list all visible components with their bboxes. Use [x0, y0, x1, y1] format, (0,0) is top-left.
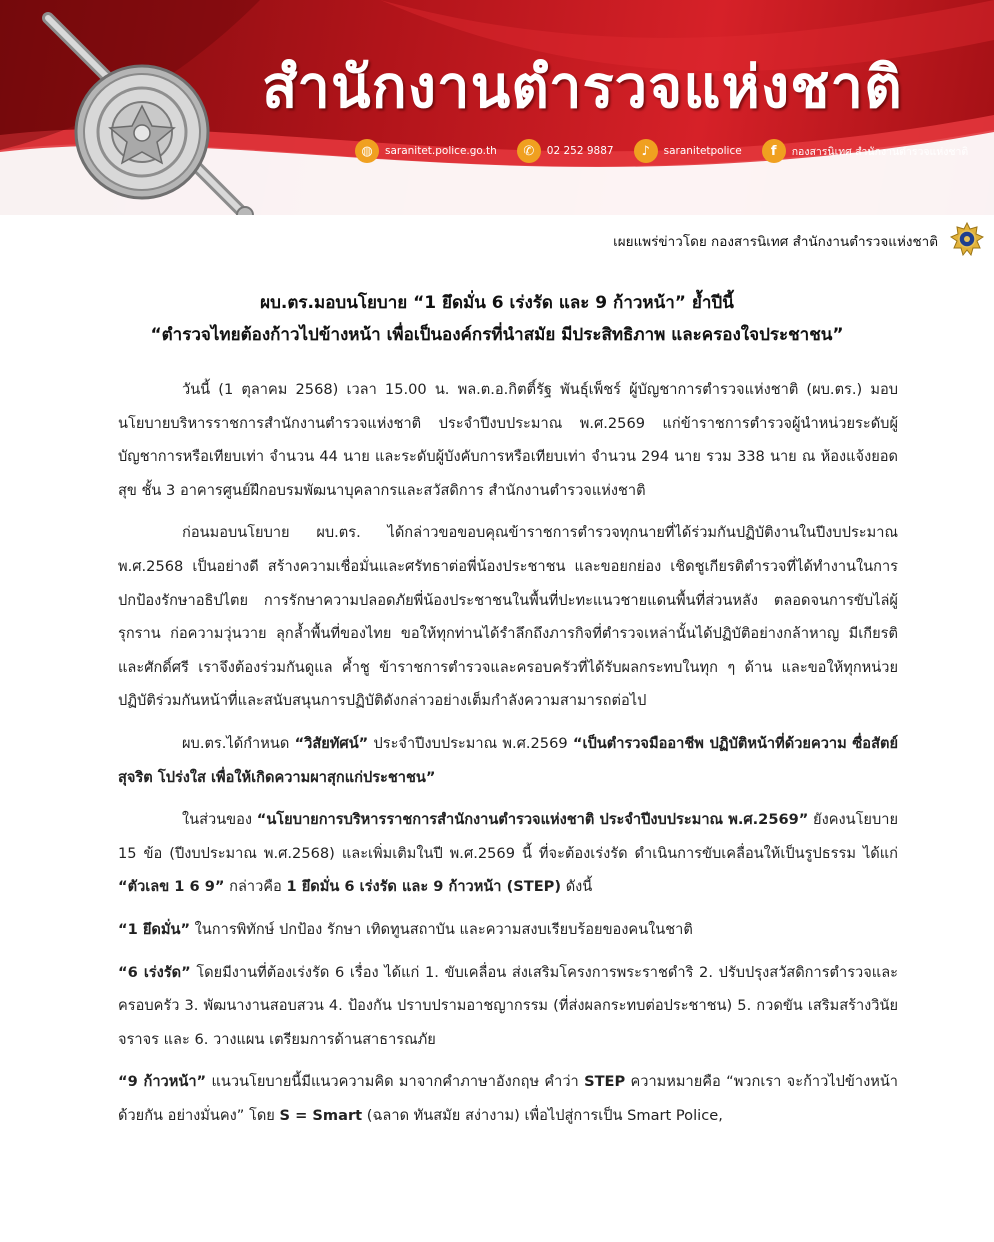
contact-phone-text: 02 252 9887 — [546, 145, 614, 157]
banner-title: สำนักงานตำรวจแห่งชาติ — [262, 53, 903, 121]
vision-statement: “เป็นตำรวจมืออาชีพ ปฏิบัติหน้าที่ด้วยความ ซื่อสัตย์ สุจริต โปร่งใส เพื่อให้เกิดความผาสุกแก่ประชาชน” — [118, 734, 899, 786]
progress-text-1: แนวนโยบายนี้มีแนวความคิด มาจากคำภาษาอังกฤษ คำว่า — [206, 1073, 585, 1091]
article-body — [118, 373, 898, 1141]
smart-definition: S = Smart — [279, 1106, 363, 1124]
policy-summary: 1 ยึดมั่น 6 เร่งรัด และ 9 ก้าวหน้า (STEP) — [286, 878, 562, 896]
policy-title: “นโยบายการบริหารราชการสำนักงานตำรวจแห่งชาติ ประจำปีงบประมาณ พ.ศ.2569” — [256, 811, 809, 829]
tiktok-icon: ♪ — [634, 139, 658, 163]
policy-meaning: กล่าวคือ — [224, 878, 287, 896]
paragraph-policy — [118, 803, 898, 904]
policy-intro: ในส่วนของ — [182, 811, 257, 829]
contact-tiktok-text: saranitetpolice — [663, 145, 742, 157]
paragraph-1-commit — [118, 913, 898, 947]
commit-label: “1 ยึดมั่น” — [118, 920, 191, 938]
paragraph-1: วันนี้ (1 ตุลาคม 2568) เวลา 15.00 น. พล.ต.อ.กิตติ์รัฐ พันธุ์เพ็ชร์ ผู้บัญชาการตำรวจแห่งชาติ (ผบ.ตร.) มอบนโยบายบริหารราชการสำนักงานตำรวจแห่งชาติ ประจำปีงบประมาณ พ.ศ.2569 แก่ข้าราชการตำรวจผู้นำหน่วยระดับผู้บัญชาการหรือเทียบเท่า จำนวน 44 นาย และระดับผู้บังคับการหรือเทียบเท่า จำนวน 294 นาย รวม 338 นาย ณ ห้องแจ้งยอดสุข ชั้น 3 อาคารศูนย์ฝึกอบรมพัฒนาบุคลากรและสวัสดิการ สำนักงานตำรวจแห่งชาติ — [118, 381, 898, 499]
vision-intro: ผบ.ตร.ได้กำหนด — [182, 734, 295, 752]
contact-row — [355, 137, 982, 165]
globe-icon: ◍ — [355, 139, 379, 163]
police-badge-icon — [950, 222, 984, 256]
headline-line-2: “ตำรวจไทยต้องก้าวไปข้างหน้า เพื่อเป็นองค์กรที่นำสมัย มีประสิทธิภาพ และครองใจประชาชน” — [150, 325, 844, 345]
paragraph-9-progress — [118, 1065, 898, 1132]
paragraph-2: ก่อนมอบนโยบาย ผบ.ตร. ได้กล่าวขอขอบคุณข้าราชการตำรวจทุกนายที่ได้ร่วมกันปฏิบัติงานในปีงบประมาณ พ.ศ.2568 เป็นอย่างดี สร้างความเชื่อมั่นและศรัทธาต่อพี่น้องประชาชน และขอยกย่อง เชิดชูเกียรติตำรวจที่ได้ทำงานในการปกป้องรักษาอธิปไตย การรักษาความปลอดภัยพี่น้องประชาชนในพื้นที่ปะทะแนวชายแดนพื้นที่ส่วนหลัง ตลอดจนการขับไล่ผู้รุกราน ก่อความวุ่นวาย ลุกล้ำพื้นที่ของไทย ขอให้ทุกท่านได้รำลึกถึงภารกิจที่ตำรวจเหล่านั้นได้ปฏิบัติอย่างกล้าหาญ มีเกียรติและศักดิ์ศรี เราจึงต้องร่วมกันดูแล ค้ำชู ข้าราชการตำรวจและครอบครัวที่ได้รับผลกระทบในทุก ๆ ด้าน และขอให้ทุกหน่วยปฏิบัติร่วมกันหน้าที่และสนับสนุนการปฏิบัติดังกล่าวอย่างเต็มกำลังความสามารถต่อไป — [118, 524, 898, 710]
progress-text-2: ความหมายคือ “พวกเรา จะก้าวไปข้างหน้า ด้วยกัน อย่างมั่นคง” โดย — [118, 1073, 898, 1124]
publisher-line: เผยแพร่ข่าวโดย กองสารนิเทศ สำนักงานตำรวจแห่งชาติ — [613, 234, 938, 250]
police-emblem-logo — [30, 10, 260, 215]
policy-end: ดังนี้ — [561, 878, 593, 896]
contact-facebook-text: กองสารนิเทศ สำนักงานตำรวจแห่งชาติ — [791, 145, 969, 158]
facebook-icon: f — [762, 139, 786, 163]
progress-label: “9 ก้าวหน้า” — [118, 1073, 207, 1091]
urgent-text: โดยมีงานที่ต้องเร่งรัด 6 เรื่อง ได้แก่ 1. ขับเคลื่อน ส่งเสริมโครงการพระราชดำริ 2. ปรับปรุงสวัสดิการตำรวจและครอบครัว 3. พัฒนางานสอบสวน 4. ป้องกัน ปราบปรามอาชญากรรม (ที่ส่งผลกระทบต่อประชาชน) 5. กวดขัน เสริมสร้างวินัยจราจร และ 6. วางแผน เตรียมการด้านสาธารณภัย — [118, 963, 898, 1048]
urgent-label: “6 เร่งรัด” — [118, 963, 191, 981]
progress-text-3: (ฉลาด ทันสมัย สง่างาม) เพื่อไปสู่การเป็น Smart Police, — [362, 1106, 723, 1124]
headline — [60, 287, 934, 351]
phone-icon: ✆ — [517, 139, 541, 163]
contact-website-text: saranitet.police.go.th — [385, 145, 497, 157]
vision-label: “วิสัยทัศน์” — [294, 734, 369, 752]
contact-tiktok[interactable] — [634, 139, 742, 163]
headline-line-1: ผบ.ตร.มอบนโยบาย “1 ยึดมั่น 6 เร่งรัด และ 9 ก้าวหน้า” ย้ำปีนี้ — [260, 293, 734, 313]
policy-number: “ตัวเลข 1 6 9” — [118, 878, 225, 896]
commit-text: ในการพิทักษ์ ปกป้อง รักษา เทิดทูนสถาบัน และความสงบเรียบร้อยของคนในชาติ — [190, 920, 693, 938]
step-word: STEP — [584, 1073, 626, 1091]
paragraph-6-urgent — [118, 956, 898, 1057]
contact-facebook[interactable] — [762, 139, 969, 163]
paragraph-vision — [118, 727, 898, 794]
header-banner — [0, 0, 994, 215]
vision-year: ประจำปีงบประมาณ พ.ศ.2569 — [368, 734, 573, 752]
contact-website[interactable] — [355, 139, 497, 163]
contact-phone[interactable] — [517, 139, 614, 163]
policy-detail: ยังคงนโยบาย 15 ข้อ (ปีงบประมาณ พ.ศ.2568) และเพิ่มเติมในปี พ.ศ.2569 นี้ ที่จะต้องเร่งรัด ดำเนินการขับเคลื่อนให้เป็นรูปธรรม ได้แก่ — [118, 811, 898, 862]
